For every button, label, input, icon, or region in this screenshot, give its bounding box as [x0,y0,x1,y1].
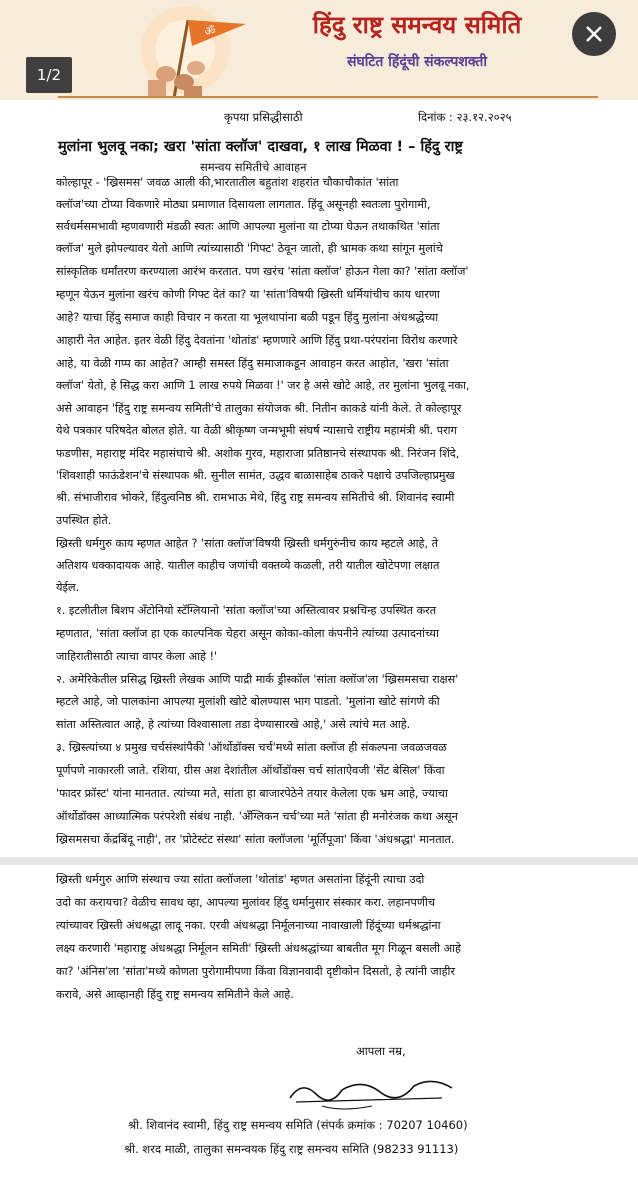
body-line: १. इटलीतील बिशप अँटोनियो स्टॅग्लियानो 'सांता क्लॉज'च्या अस्तित्वावर प्रश्नचिन्ह उपस्थित करत [56,604,437,617]
body-line: 'शिवशाही फाऊंडेशन'चे संस्थापक श्री. सुनील सामंत, उद्धव बाळासाहेब ठाकरे पक्षाचे उपजिल्हाप्रमुख [56,469,455,482]
body-line: क्लॉज' येतो, हे सिद्ध करा आणि 1 लाख रुपये मिळवा !' जर हे असे खोटे आहे, तर मुलांना भुलवू नका, [56,379,470,392]
body-line: म्हणून येऊन मुलांना खरंच कोणी गिफ्ट देतं का? या 'सांता'विषयी ख्रिस्ती धर्मियांचीच काय धारणा [56,288,440,301]
body-line: आहारी नेत आहेत. इतर वेळी हिंदु देवतांना 'थोतांड' म्हणणारे आणि हिंदु प्रथा-परंपरांना विरोध करणारे [56,334,458,347]
page-counter: 1/2 [26,57,72,93]
body-line: म्हणतात, 'सांता क्लॉज हा एक काल्पनिक चेहरा असून कोका-कोला कंपनीने त्यांच्या उत्पादनांच्या [56,627,439,640]
header-divider [58,96,598,98]
body-line: असे आवाहन 'हिंदु राष्ट्र समन्वय समिती'चे तालुका संयोजक श्री. नितीन काकडे यांनी केले. ते कोल्हापूर [56,402,462,415]
organization-title: हिंदु राष्ट्र समन्वय समिति [312,11,522,39]
contact-line-1: श्री. शिवानंद स्वामी, हिंदु राष्ट्र समन्वय समिति (संपर्क क्रमांक : 70207 10460) [128,1118,468,1132]
body-line: आहे? याचा हिंदु समाज काही विचार न करता या भूलथापांना बळी पडून हिंदु मुलांना अंधश्रद्धेच्या [56,311,439,324]
body-line: 'फादर फ्रॉस्ट' यांना मानतात. त्यांच्या मते, सांता हा बाजारपेठेने तयार केलेला एक भ्रम आहे, ज्याचा [56,787,448,800]
om-symbol: ॐ [204,24,216,38]
close-icon [585,25,603,43]
body-line: उपस्थित होते. [56,514,112,527]
page-2-line: ख्रिस्ती धर्मगुरु आणि संस्थाच ज्या सांता क्लॉजला 'थोतांड' म्हणत असतांना हिंदूंनी त्याचा उदो [56,873,425,886]
publication-note: कृपया प्रसिद्धीसाठी [224,110,303,124]
body-line: ३. ख्रिस्त्यांच्या ४ प्रमुख चर्चसंस्थांपैकी 'ऑर्थोडॉक्स चर्च'मध्ये सांता क्लॉज ही संकल्पना जवळजवळ [56,741,447,754]
body-line: क्लॉज' मुले झोपल्यावर येतो आणि त्यांच्यासाठी 'गिफ्ट' ठेवून जातो, ही भ्रामक कथा सांगून मुलांचे [56,242,443,255]
body-line: कोल्हापूर - 'ख्रिसमस' जवळ आली की,भारतातील बहुतांश शहरांत चौकाचौकांत 'सांता [56,176,399,189]
body-line: ऑर्थोडॉक्स आध्यात्मिक परंपरेशी संबंध नाही. 'अँग्लिकन चर्च'च्या मते 'सांता ही मनोरंजक कथा असून [56,810,458,823]
body-line: येथे पत्रकार परिषदेत बोलत होते. या वेळी श्रीकृष्ण जन्मभूमी संघर्ष न्यासाचे राष्ट्रीय महामंत्री श्री. पराग [56,424,457,437]
page-separator [0,857,638,865]
letterhead [0,0,638,100]
signoff: आपला नम्र, [356,1044,406,1058]
organization-tagline: संघटित हिंदूंची संकल्पशक्ती [347,54,487,70]
body-line: २. अमेरिकेतील प्रसिद्ध ख्रिस्ती लेखक आणि पाद्री मार्क ड्रीस्कॉल 'सांता क्लॉज'ला 'ख्रिसमसचा राक्षस' [56,673,459,686]
signature [282,1068,462,1114]
page-2-line: का? 'अंनिस'ला 'सांता'मध्ये कोणता पुरोगामीपणा किंवा विज्ञानवादी दृष्टीकोन दिसतो, हे त्यांनी जाहीर [56,965,456,978]
body-line: जाहिरातीसाठी त्याचा वापर केला आहे !' [56,650,218,663]
body-line: अतिशय धक्कादायक आहे. यातील काहीच जणांची वक्तव्ये कळली, तरी यातील खोटेपणा लक्षात [56,559,440,572]
body-line: म्हटले आहे, जो पालकांना आपल्या मुलांशी खोटे बोलण्यास भाग पाडतो. 'मुलांना खोटे सांगणे की [56,695,440,708]
body-line: सांता अस्तित्वात आहे, हे त्यांच्या विश्वासाला तडा देण्यासारखे आहे,' असे त्यांचे मत आहे. [56,718,411,731]
page-2-line: करावे, असे आव्हानही हिंदु राष्ट्र समन्वय समितीने केले आहे. [56,988,294,1001]
headline-continuation: समन्वय समितीचे आवाहन [200,160,307,174]
flag-logo [118,2,252,98]
body-line: सांस्कृतिक धर्मांतरण करण्याला आरंभ करतात. पण खरंच 'सांता क्लॉज' होऊन गेला का? 'सांता क्लॉज' [56,265,469,278]
contact-line-2: श्री. शरद माळी, तालुका समन्वयक हिंदु राष्ट्र समन्वय समिति (98233 91113) [124,1142,459,1156]
body-line: पूर्णपणे नाकारली जाते. रशिया, ग्रीस अश देशांतील ऑर्थोडॉक्स चर्च सांताऐवजी 'सेंट बेसिल' किंवा [56,764,445,777]
headline: मुलांना भुलवू नका; खरा 'सांता क्लॉज' दाखवा, १ लाख मिळवा ! – हिंदु राष्ट्र [58,139,463,155]
body-line: ख्रिस्ती धर्मगुरु काय म्हणत आहेत ? 'सांता क्लॉज'विषयी ख्रिस्ती धर्मगुरुंनीच काय म्हटले आहे, ते [56,537,438,550]
body-line: आहे, या वेळी गप्प का आहेत? आम्ही समस्त हिंदु समाजाकडून आवाहन करत आहोत, 'खरा 'सांता [56,357,449,370]
body-line: सर्वधर्मसमभावी म्हणवणारी मंडळी स्वतः आणि आपल्या मुलांना या टोप्या घेऊन तथाकथित 'सांता [56,220,440,233]
body-line: ख्रिसमसचा केंद्रबिंदू नाही', तर 'प्रोटेस्टंट संस्था' सांता क्लॉजला 'मूर्तिपूजा' किंवा 'अंधश्रद्धा' मानतात. [56,833,455,846]
body-line: येईल. [56,581,80,594]
page-2-line: लक्ष्य करणारी 'महाराष्ट्र अंधश्रद्धा निर्मूलन समिती' ख्रिस्ती अंधश्रद्धांच्या बाबतीत मूग गिळून बसली आहे [56,942,461,955]
page-2-line: त्यांच्यावर ख्रिस्ती अंधश्रद्धा लादू नका. एरवी अंधश्रद्धा निर्मूलनाच्या नावाखाली हिंदूंच्या धर्मश्रद्धांना [56,919,441,932]
close-button[interactable] [572,12,616,56]
page-2-line: उदो का करायचा? वेळीच सावध व्हा, आपल्या मुलांवर हिंदु धर्मानुसार संस्कार करा. लहानपणीच [56,896,435,909]
body-line: क्लॉज'च्या टोप्या विकणारे मोठ्या प्रमाणात दिसायला लागतात. हिंदू असूनही स्वतःला पुरोगामी, [56,198,431,211]
body-line: श्री. संभाजीराव भोकरे, हिंदुत्वनिष्ठ श्री. रामभाऊ मेथे, हिंदु राष्ट्र समन्वय समितीचे श्री. शिवानंद स्वामी [56,491,455,504]
body-line: फडणीस, महाराष्ट्र मंदिर महासंघाचे श्री. अशोक गुरव, महाराजा प्रतिष्ठानचे संस्थापक श्री. निरंजन शिंदे, [56,447,460,460]
date-label: दिनांक : २३.१२.२०२५ [418,110,512,124]
